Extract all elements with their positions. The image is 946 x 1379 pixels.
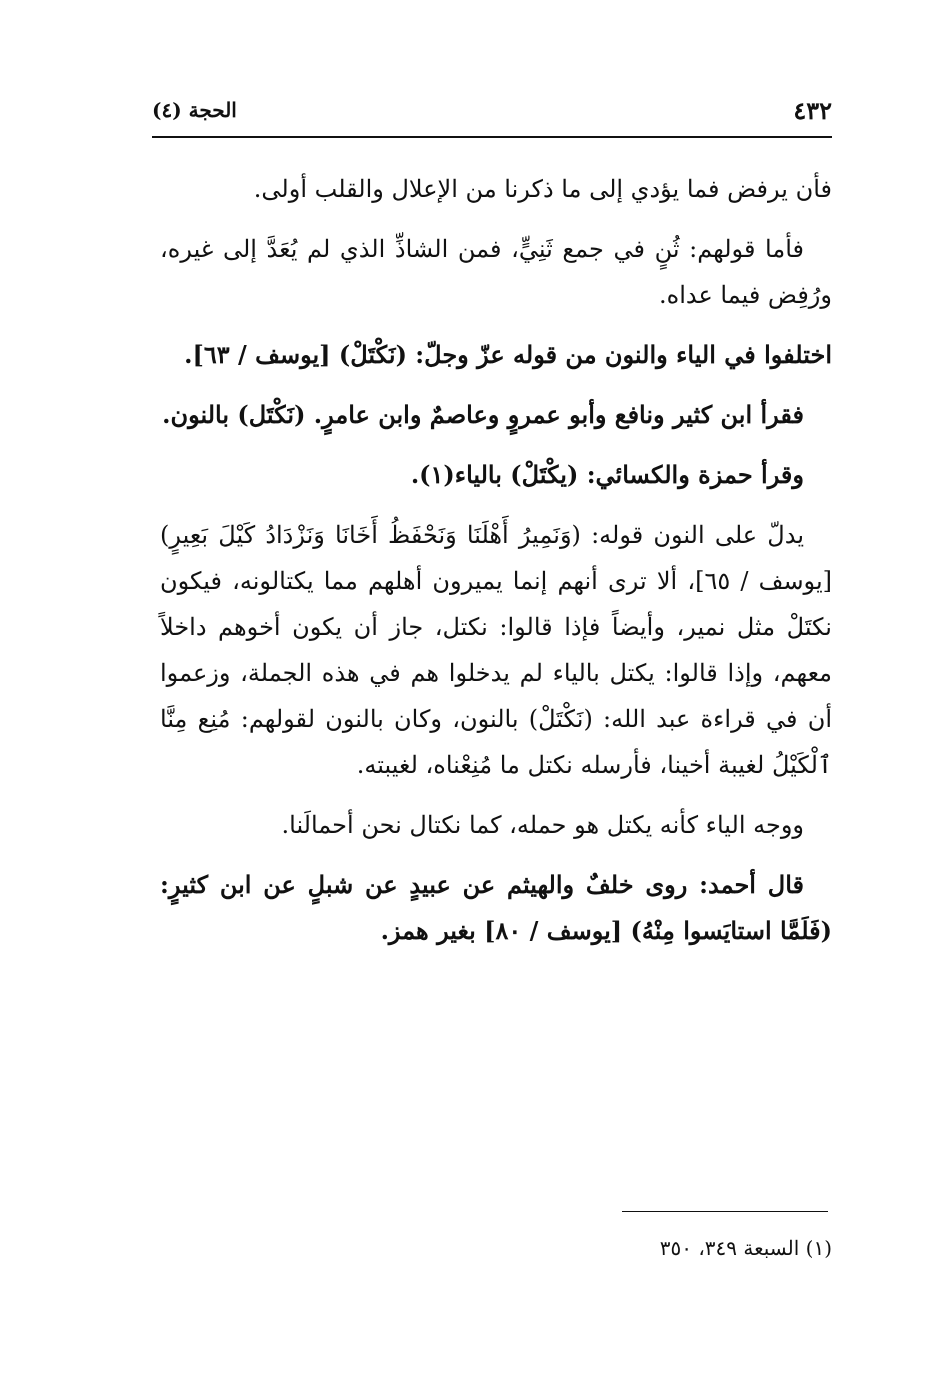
footnote-rule: [622, 1211, 828, 1212]
paragraph-4: فقرأ ابن كثير ونافع وأبو عمروٍ وعاصمٌ وابن عامرٍ. (نَكْتَل) بالنون.: [162, 400, 804, 429]
paragraph-1: فأن يرفض فما يؤدي إلى ما ذكرنا من الإعلال والقلب أولى.: [253, 175, 832, 203]
header-rule: [152, 136, 832, 138]
main-text: [160, 166, 832, 968]
footnote: (١) السبعة ٣٤٩، ٣٥٠: [659, 1236, 832, 1260]
page-number: ٤٣٢: [793, 96, 832, 125]
paragraph-6: يدلّ على النون قوله: (وَنَمِيرُ أَهْلَنَا وَنَحْفَظُ أَخَانَا وَنَزْدَادُ كَيْلَ بَعِيرٍ) [يوسف / ٦٥]، ألا ترى أنهم إنما يميرون أهلهم مما يكتالونه، فيكون نكتَلْ مثل نمير، وأيضاً فإذا قالوا: نكتل، جاز أن يكون أخوهم داخلاً معهم، وإذا قالوا: يكتل بالياء لم يدخلوا هم في هذه الجملة، وزعموا أن في قراءة عبد الله: (نَكْتَلْ) بالنون، وكان بالنون لقولهم: مُنِع مِنَّا ٱلْكَيْلُ لغيبة أخينا، فأرسله نكتل ما مُنِعْناه، لغيبته.: [160, 521, 832, 779]
paragraph-2: فأما قولهم: ثُنٍ في جمع ثَنِيٍّ، فمن الشاذِّ الذي لم يُعَدَّ إلى غيره، ورُفِض فيما عداه.: [160, 235, 832, 309]
paragraph-8: قال أحمد: روى خلفٌ والهيثم عن عبيدٍ عن شبلٍ عن ابن كثيرٍ: (فَلَمَّا استايَسوا مِنْهُ) [يوسف / ٨٠] بغير همز.: [160, 870, 832, 945]
paragraph-3: اختلفوا في الياء والنون من قوله عزّ وجلّ: (نَكْتَلْ) [يوسف / ٦٣].: [184, 340, 832, 369]
page-header: [152, 92, 832, 136]
running-title: الحجة (٤): [152, 98, 237, 122]
paragraph-5: وقرأ حمزة والكسائي: (يكْتَلْ) بالياء(١).: [410, 460, 804, 489]
paragraph-7: ووجه الياء كأنه يكتل هو حمله، كما نكتال نحن أحمالَنا.: [281, 811, 804, 839]
